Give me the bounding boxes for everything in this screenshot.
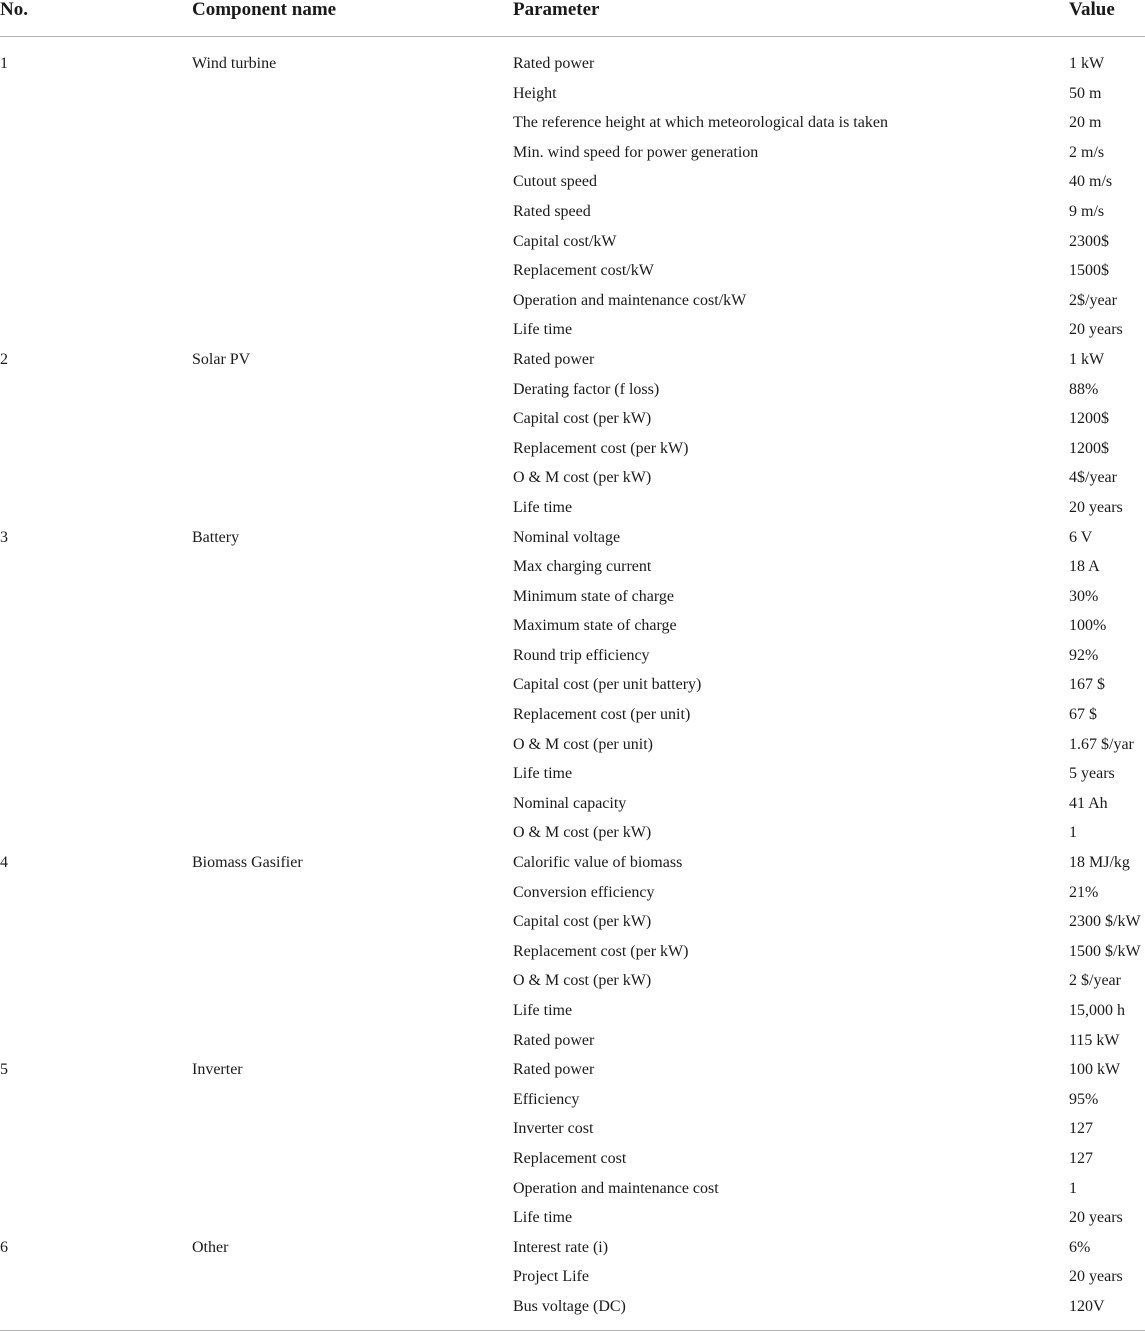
cell-component-name xyxy=(192,463,513,493)
cell-component-name xyxy=(192,404,513,434)
cell-no xyxy=(0,878,192,908)
cell-no xyxy=(0,1203,192,1233)
table-row xyxy=(0,611,1145,641)
cell-component-name xyxy=(192,611,513,641)
table-row xyxy=(0,1055,1145,1085)
cell-component-name xyxy=(192,375,513,405)
table-row xyxy=(0,848,1145,878)
cell-parameter: Life time xyxy=(513,1002,573,1019)
cell-value: 1200$ xyxy=(1069,410,1109,428)
header-component-name: Component name xyxy=(192,0,337,20)
cell-component-name xyxy=(192,1026,513,1056)
cell-parameter: O & M cost (per kW) xyxy=(513,469,652,487)
cell-no xyxy=(0,759,192,789)
cell-parameter: Max charging current xyxy=(513,558,652,576)
cell-value: 120V xyxy=(1069,1297,1105,1315)
cell-value: 15,000 h xyxy=(1069,1002,1125,1019)
cell-component-name xyxy=(192,582,513,612)
header-row xyxy=(0,0,1145,37)
cell-parameter: Rated speed xyxy=(513,202,591,220)
table-row xyxy=(0,996,1145,1026)
cell-parameter: Operation and maintenance cost xyxy=(513,1179,719,1197)
table-header xyxy=(0,0,1145,37)
cell-value: 40 m/s xyxy=(1069,173,1113,191)
cell-value: 1 kW xyxy=(1069,350,1105,368)
cell-parameter: Replacement cost (per unit) xyxy=(513,706,691,724)
cell-no xyxy=(0,434,192,464)
cell-no xyxy=(0,611,192,641)
cell-value: 88% xyxy=(1069,380,1099,398)
table-row xyxy=(0,256,1145,286)
cell-parameter: Capital cost/kW xyxy=(513,232,617,250)
cell-parameter: Min. wind speed for power generation xyxy=(513,143,759,161)
cell-component-name xyxy=(192,108,513,138)
cell-no xyxy=(0,1144,192,1174)
table-row xyxy=(0,1085,1145,1115)
cell-no xyxy=(0,167,192,197)
cell-no xyxy=(0,315,192,345)
cell-component-name: Solar PV xyxy=(192,350,251,368)
cell-no xyxy=(0,404,192,434)
cell-parameter: Replacement cost/kW xyxy=(513,262,654,280)
cell-value: 41 Ah xyxy=(1069,794,1108,812)
cell-parameter: Life time xyxy=(513,765,573,783)
cell-value: 1500 $/kW xyxy=(1069,942,1141,960)
cell-no xyxy=(0,1262,192,1292)
cell-component-name xyxy=(192,996,513,1026)
table-row xyxy=(0,670,1145,700)
cell-parameter: Minimum state of charge xyxy=(513,587,674,605)
cell-no xyxy=(0,996,192,1026)
cell-value: 1 xyxy=(1069,1179,1077,1197)
cell-no xyxy=(0,227,192,257)
cell-value: 18 A xyxy=(1069,558,1100,576)
cell-no xyxy=(0,730,192,760)
cell-parameter: O & M cost (per kW) xyxy=(513,972,652,990)
cell-component-name xyxy=(192,79,513,109)
cell-value: 1500$ xyxy=(1069,262,1109,280)
cell-parameter: Rated power xyxy=(513,55,595,72)
cell-no xyxy=(0,641,192,671)
table-row xyxy=(0,434,1145,464)
table-row xyxy=(0,1292,1145,1322)
cell-value: 20 years xyxy=(1069,1268,1123,1286)
cell-no: 3 xyxy=(0,528,8,546)
cell-value: 2300 $/kW xyxy=(1069,913,1141,931)
table-row xyxy=(0,167,1145,197)
cell-parameter: Life time xyxy=(513,1209,573,1227)
cell-component-name: Wind turbine xyxy=(192,55,277,72)
table-row xyxy=(0,1233,1145,1263)
cell-value: 1.67 $/yar xyxy=(1069,735,1134,753)
cell-value: 20 years xyxy=(1069,498,1123,516)
cell-value: 100 kW xyxy=(1069,1061,1121,1079)
cell-parameter: Rated power xyxy=(513,1061,595,1079)
table-row xyxy=(0,493,1145,523)
header-parameter: Parameter xyxy=(513,0,600,20)
cell-no: 2 xyxy=(0,350,8,368)
cell-parameter: Replacement cost (per kW) xyxy=(513,942,689,960)
cell-no xyxy=(0,1292,192,1322)
table-row xyxy=(0,641,1145,671)
cell-value: 1 xyxy=(1069,824,1077,842)
cell-parameter: Project Life xyxy=(513,1268,589,1286)
cell-component-name xyxy=(192,138,513,168)
cell-value: 2 m/s xyxy=(1069,143,1105,161)
cell-no xyxy=(0,256,192,286)
cell-component-name xyxy=(192,1114,513,1144)
cell-value: 9 m/s xyxy=(1069,202,1105,220)
table-row xyxy=(0,138,1145,168)
cell-component-name xyxy=(192,789,513,819)
table-row xyxy=(0,907,1145,937)
cell-component-name xyxy=(192,256,513,286)
cell-value: 1 kW xyxy=(1069,55,1105,72)
cell-value: 30% xyxy=(1069,587,1099,605)
cell-no xyxy=(0,286,192,316)
table-row xyxy=(0,345,1145,375)
header-no: No. xyxy=(0,0,28,20)
cell-no xyxy=(0,463,192,493)
cell-value: 100% xyxy=(1069,617,1107,635)
cell-component-name xyxy=(192,227,513,257)
cell-value: 21% xyxy=(1069,883,1099,901)
cell-no xyxy=(0,108,192,138)
cell-no: 6 xyxy=(0,1238,8,1256)
cell-parameter: The reference height at which meteorological data is taken xyxy=(513,114,888,132)
cell-parameter: Maximum state of charge xyxy=(513,617,677,635)
table-row xyxy=(0,315,1145,345)
cell-no xyxy=(0,1026,192,1056)
header-value: Value xyxy=(1069,0,1115,20)
cell-component-name xyxy=(192,937,513,967)
cell-component-name xyxy=(192,1262,513,1292)
table-row xyxy=(0,108,1145,138)
cell-parameter: Capital cost (per unit battery) xyxy=(513,676,702,694)
cell-no xyxy=(0,966,192,996)
cell-parameter: Life time xyxy=(513,498,573,516)
table-row xyxy=(0,789,1145,819)
cell-no xyxy=(0,552,192,582)
table-row xyxy=(0,966,1145,996)
cell-component-name xyxy=(192,286,513,316)
cell-component-name xyxy=(192,493,513,523)
cell-no xyxy=(0,907,192,937)
cell-component-name xyxy=(192,700,513,730)
cell-parameter: Interest rate (i) xyxy=(513,1238,609,1256)
cell-no xyxy=(0,1114,192,1144)
bottom-rule xyxy=(0,1330,1145,1331)
cell-parameter: Calorific value of biomass xyxy=(513,854,683,872)
table-row xyxy=(0,1026,1145,1056)
cell-value: 20 m xyxy=(1069,114,1102,132)
cell-parameter: Rated power xyxy=(513,1031,595,1049)
cell-component-name xyxy=(192,818,513,848)
table-row xyxy=(0,552,1145,582)
table-row xyxy=(0,818,1145,848)
table-row xyxy=(0,37,1145,79)
table-row xyxy=(0,227,1145,257)
cell-no xyxy=(0,375,192,405)
cell-no xyxy=(0,1085,192,1115)
table-row xyxy=(0,1262,1145,1292)
cell-value: 95% xyxy=(1069,1090,1099,1108)
cell-component-name xyxy=(192,730,513,760)
cell-component-name xyxy=(192,552,513,582)
cell-component-name xyxy=(192,197,513,227)
cell-value: 92% xyxy=(1069,646,1099,664)
table-row xyxy=(0,463,1145,493)
cell-no xyxy=(0,670,192,700)
cell-parameter: Efficiency xyxy=(513,1090,580,1108)
table-row xyxy=(0,582,1145,612)
cell-component-name xyxy=(192,641,513,671)
cell-value: 4$/year xyxy=(1069,469,1117,487)
cell-component-name xyxy=(192,315,513,345)
cell-parameter: Capital cost (per kW) xyxy=(513,410,652,428)
cell-component-name: Battery xyxy=(192,528,240,546)
cell-component-name xyxy=(192,907,513,937)
cell-value: 18 MJ/kg xyxy=(1069,854,1130,872)
cell-parameter: Operation and maintenance cost/kW xyxy=(513,291,747,309)
cell-parameter: Round trip efficiency xyxy=(513,646,650,664)
table-row xyxy=(0,404,1145,434)
table-body xyxy=(0,37,1145,1322)
cell-no xyxy=(0,493,192,523)
cell-parameter: O & M cost (per unit) xyxy=(513,735,653,753)
cell-value: 67 $ xyxy=(1069,706,1097,724)
table-row xyxy=(0,79,1145,109)
cell-value: 2300$ xyxy=(1069,232,1109,250)
cell-component-name xyxy=(192,167,513,197)
table-row xyxy=(0,700,1145,730)
cell-parameter: Nominal capacity xyxy=(513,794,627,812)
cell-component-name xyxy=(192,1085,513,1115)
cell-value: 127 xyxy=(1069,1120,1093,1138)
cell-component-name xyxy=(192,966,513,996)
cell-value: 2$/year xyxy=(1069,291,1117,309)
cell-value: 6% xyxy=(1069,1238,1091,1256)
cell-value: 115 kW xyxy=(1069,1031,1120,1049)
cell-value: 50 m xyxy=(1069,84,1102,102)
cell-no xyxy=(0,197,192,227)
table-row xyxy=(0,1144,1145,1174)
cell-no xyxy=(0,700,192,730)
cell-no xyxy=(0,789,192,819)
cell-component-name xyxy=(192,1174,513,1204)
cell-component-name xyxy=(192,1144,513,1174)
cell-component-name xyxy=(192,1203,513,1233)
cell-component-name: Inverter xyxy=(192,1061,243,1079)
cell-parameter: Height xyxy=(513,84,557,102)
cell-value: 6 V xyxy=(1069,528,1093,546)
cell-component-name: Other xyxy=(192,1238,229,1256)
table-row xyxy=(0,1174,1145,1204)
table-row xyxy=(0,937,1145,967)
cell-parameter: Capital cost (per kW) xyxy=(513,913,652,931)
cell-no: 5 xyxy=(0,1061,8,1079)
cell-value: 127 xyxy=(1069,1149,1093,1167)
cell-parameter: Life time xyxy=(513,321,573,339)
table-row xyxy=(0,730,1145,760)
table-row xyxy=(0,759,1145,789)
cell-component-name xyxy=(192,1292,513,1322)
cell-no: 1 xyxy=(0,55,8,72)
cell-parameter: Derating factor (f loss) xyxy=(513,380,660,398)
cell-component-name xyxy=(192,434,513,464)
cell-component-name xyxy=(192,759,513,789)
cell-value: 20 years xyxy=(1069,321,1123,339)
cell-no xyxy=(0,1174,192,1204)
cell-component-name xyxy=(192,670,513,700)
cell-parameter: Replacement cost (per kW) xyxy=(513,439,689,457)
cell-component-name xyxy=(192,878,513,908)
table-row xyxy=(0,375,1145,405)
cell-value: 5 years xyxy=(1069,765,1115,783)
cell-no xyxy=(0,818,192,848)
cell-parameter: O & M cost (per kW) xyxy=(513,824,652,842)
cell-value: 2 $/year xyxy=(1069,972,1121,990)
table-row xyxy=(0,1114,1145,1144)
table-row xyxy=(0,1203,1145,1233)
cell-no xyxy=(0,138,192,168)
cell-no xyxy=(0,582,192,612)
cell-value: 1200$ xyxy=(1069,439,1109,457)
cell-no xyxy=(0,937,192,967)
cell-parameter: Inverter cost xyxy=(513,1120,594,1138)
cell-parameter: Rated power xyxy=(513,350,595,368)
table-row xyxy=(0,878,1145,908)
cell-value: 167 $ xyxy=(1069,676,1105,694)
cell-no xyxy=(0,79,192,109)
table-row xyxy=(0,286,1145,316)
cell-value: 20 years xyxy=(1069,1209,1123,1227)
cell-parameter: Nominal voltage xyxy=(513,528,621,546)
cell-parameter: Cutout speed xyxy=(513,173,597,191)
cell-no: 4 xyxy=(0,854,8,872)
cell-parameter: Replacement cost xyxy=(513,1149,627,1167)
table-row xyxy=(0,197,1145,227)
cell-component-name: Biomass Gasifier xyxy=(192,854,303,872)
cell-parameter: Conversion efficiency xyxy=(513,883,655,901)
table-row xyxy=(0,523,1145,553)
cell-parameter: Bus voltage (DC) xyxy=(513,1297,626,1315)
